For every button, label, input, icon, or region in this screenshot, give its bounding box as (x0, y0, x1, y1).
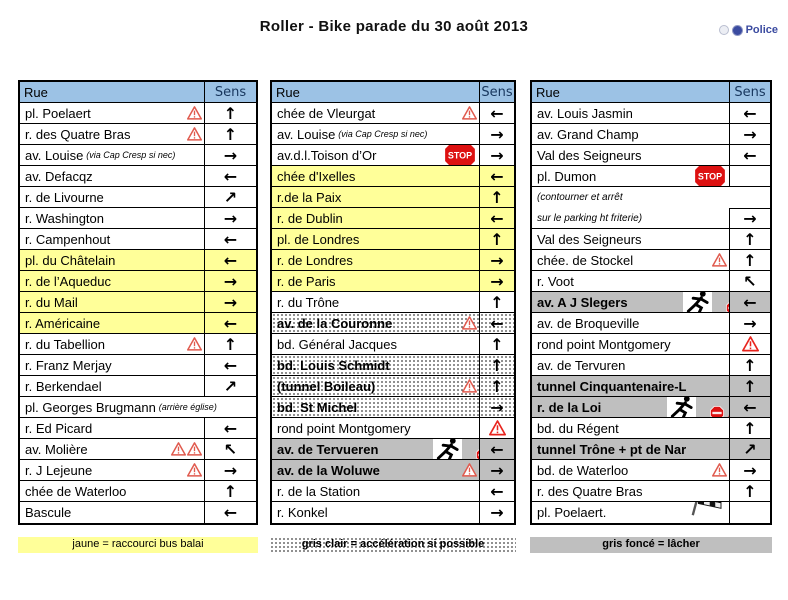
sens-cell (204, 376, 256, 396)
table-row (20, 334, 256, 355)
table-row (272, 229, 514, 250)
table-row (532, 502, 770, 523)
table-row (272, 418, 514, 439)
street-name: sur le parking ht friterie) (537, 212, 643, 224)
street-name: bd. St Michel (277, 399, 358, 415)
sens-cell (479, 250, 514, 270)
table-row (272, 376, 514, 397)
table-row (532, 229, 770, 250)
direction-arrow: ↑ (490, 187, 504, 207)
sens-cell (204, 250, 256, 270)
street-name: chée de Vleurgat (277, 105, 376, 121)
sens-cell (729, 187, 770, 208)
table-row (20, 229, 256, 250)
sens-cell (204, 334, 256, 354)
direction-arrow: → (490, 397, 504, 417)
direction-arrow: ↑ (490, 376, 504, 396)
warning-icon (171, 442, 186, 456)
warning-icon (727, 406, 729, 417)
warning-icon (462, 106, 477, 120)
sens-cell (479, 292, 514, 312)
table-row (20, 481, 256, 502)
street-name: pl. Dumon (537, 168, 597, 184)
sens-cell (204, 439, 256, 459)
table-row (272, 271, 514, 292)
route-table-1 (18, 80, 258, 525)
sens-cell (204, 460, 256, 480)
direction-arrow: ↑ (743, 376, 757, 396)
route-table-2 (270, 80, 516, 525)
street-name: tunnel Trône + pt de Nar (537, 441, 687, 457)
table-row (20, 166, 256, 187)
street-name: r. du Mail (25, 294, 78, 310)
direction-arrow: → (743, 460, 757, 480)
sens-cell (479, 229, 514, 249)
table-row (272, 502, 514, 523)
street-name: av. Louise (277, 126, 336, 142)
street-name: (tunnel Boileau) (277, 378, 376, 394)
svg-text:STOP: STOP (697, 171, 723, 182)
legend-gray-dark: gris foncé = lâcher (530, 537, 772, 553)
direction-arrow: ← (223, 503, 238, 522)
legend-gray-light: gris clair = accélération si possible (270, 537, 516, 553)
direction-arrow: ↗ (223, 187, 238, 207)
sens-cell (204, 208, 256, 228)
column-header-sens: Sens (204, 82, 256, 102)
direction-arrow: → (490, 250, 504, 270)
street-name: r. Washington (25, 210, 105, 226)
table-row (20, 292, 256, 313)
street-name: r. du Tabellion (25, 336, 105, 352)
street-name: pl. de Londres (277, 231, 360, 247)
table-row (532, 355, 770, 376)
street-name: r. de Dublin (277, 210, 343, 226)
sens-cell (479, 481, 514, 501)
street-name: r. J Lejeune (25, 462, 93, 478)
sens-cell (479, 355, 514, 375)
badge-icon (719, 25, 729, 35)
street-note: (via Cap Cresp si nec) (338, 129, 428, 139)
sens-cell (204, 418, 256, 438)
table-row (272, 397, 514, 418)
sens-cell (729, 166, 770, 186)
table-header (272, 82, 514, 103)
table-header (20, 82, 256, 103)
table-row (532, 292, 770, 313)
sens-cell (729, 397, 770, 417)
sens-cell (729, 208, 770, 228)
sens-cell (204, 313, 256, 333)
direction-arrow: → (490, 271, 504, 291)
table-row (272, 250, 514, 271)
street-name: r. de l’Aqueduc (25, 273, 112, 289)
column-header-rue: Rue (276, 84, 300, 100)
sens-cell (479, 166, 514, 186)
street-name: av. de Broqueville (537, 315, 640, 331)
street-name: bd. Général Jacques (277, 336, 397, 352)
stop-sign-icon (443, 145, 477, 165)
table-row (20, 271, 256, 292)
sens-cell (729, 124, 770, 144)
sens-cell (204, 355, 256, 375)
direction-arrow: ↑ (490, 355, 504, 375)
street-name: av. Louis Jasmin (537, 105, 633, 121)
mini-stop-icon (710, 406, 724, 417)
street-name: r. Ed Picard (25, 420, 93, 436)
street-name: av. de Tervuren (537, 357, 626, 373)
table-row (272, 292, 514, 313)
direction-arrow: → (743, 313, 757, 333)
sens-cell (479, 418, 514, 438)
street-name: Val des Seigneurs (537, 147, 642, 163)
street-name: r. de la Station (277, 483, 361, 499)
sens-cell (729, 376, 770, 396)
table-row (272, 145, 514, 166)
direction-arrow: → (223, 460, 238, 480)
table-row (532, 376, 770, 397)
table-row (532, 418, 770, 439)
direction-arrow: → (223, 292, 238, 312)
warning-icon (742, 336, 759, 352)
sens-cell (479, 271, 514, 291)
table-row (272, 481, 514, 502)
street-name: r. Voot (537, 273, 574, 289)
sens-cell (479, 208, 514, 228)
svg-text:STOP: STOP (447, 150, 473, 161)
direction-arrow: → (490, 145, 504, 165)
street-name: Bascule (25, 505, 72, 520)
sens-cell (479, 124, 514, 144)
warning-icon (462, 463, 477, 477)
column-header-rue: Rue (536, 84, 560, 100)
sens-cell (729, 271, 770, 291)
table-row (20, 208, 256, 229)
table-row (20, 355, 256, 376)
street-name: av. Defacqz (25, 168, 93, 184)
table-row (20, 460, 256, 481)
table-row (20, 502, 256, 523)
direction-arrow: ← (223, 418, 238, 438)
street-name: av. Grand Champ (537, 126, 639, 142)
street-name: r. de Londres (277, 252, 353, 268)
direction-arrow: ↖ (743, 271, 757, 291)
street-name: pl. du Châtelain (25, 252, 116, 268)
direction-arrow: → (490, 124, 504, 144)
table-row (532, 271, 770, 292)
sens-cell (204, 166, 256, 186)
direction-arrow: ← (490, 103, 504, 123)
table-row (20, 145, 256, 166)
street-name: r. Campenhout (25, 231, 111, 247)
direction-arrow: → (223, 145, 238, 165)
warning-icon (187, 442, 202, 456)
direction-arrow: ← (743, 103, 757, 123)
street-name: r. Franz Merjay (25, 357, 112, 373)
police-logo-label: Police (745, 24, 778, 36)
warning-icon (462, 316, 477, 330)
table-row (272, 334, 514, 355)
street-name: bd. du Régent (537, 420, 619, 436)
police-logo (719, 24, 778, 36)
table-row (272, 439, 514, 460)
street-note: (arrière église) (158, 402, 217, 412)
table-header (532, 82, 770, 103)
sens-cell (729, 481, 770, 501)
street-name: chée d'Ixelles (277, 168, 356, 184)
street-name: pl. Poelaert. (537, 505, 607, 520)
direction-arrow: ↑ (223, 481, 238, 501)
table-row (20, 376, 256, 397)
table-row (272, 460, 514, 481)
warning-icon (187, 127, 202, 141)
street-name: r. Konkel (277, 505, 328, 520)
warning-icon (462, 379, 477, 393)
street-name: (contourner et arrêt (537, 192, 623, 203)
table-row (20, 103, 256, 124)
street-name: r. de Paris (277, 273, 336, 289)
sens-cell (204, 187, 256, 207)
direction-arrow: ← (743, 145, 757, 165)
table-row (20, 250, 256, 271)
table-row (532, 124, 770, 145)
sens-cell (204, 124, 256, 144)
table-row (272, 313, 514, 334)
direction-arrow: ↑ (490, 229, 504, 249)
table-row (20, 439, 256, 460)
street-name: pl. Georges Brugmann (25, 399, 156, 415)
table-row (272, 166, 514, 187)
sens-cell (729, 103, 770, 123)
direction-arrow: ↑ (743, 481, 757, 501)
street-name: Val des Seigneurs (537, 231, 642, 247)
street-name: av. de Tervueren (277, 441, 379, 457)
street-name: tunnel Cinquantenaire-L (537, 378, 687, 394)
sens-cell (479, 439, 514, 459)
table-row (532, 481, 770, 502)
direction-arrow: → (223, 271, 238, 291)
street-name: rond point Montgomery (277, 420, 411, 436)
stop-sign-icon (693, 166, 727, 186)
table-row (532, 439, 770, 460)
direction-arrow: ↑ (223, 103, 238, 123)
street-name: av. A J Slegers (537, 294, 628, 310)
sens-cell (204, 103, 256, 123)
table-row (20, 124, 256, 145)
sens-cell (729, 292, 770, 312)
sens-cell (479, 460, 514, 480)
sens-cell (479, 145, 514, 165)
direction-arrow: ↑ (223, 124, 238, 144)
sens-cell (217, 397, 256, 417)
sens-cell (729, 460, 770, 480)
warning-icon (712, 253, 727, 267)
sens-cell (729, 418, 770, 438)
table-row (272, 208, 514, 229)
street-name: av. de la Woluwe (277, 462, 380, 478)
street-name: rond point Montgomery (537, 336, 671, 352)
sens-cell (479, 187, 514, 207)
direction-arrow: → (743, 209, 757, 228)
street-name: av. Louise (25, 147, 84, 163)
direction-arrow: ← (743, 292, 757, 312)
direction-arrow: ← (223, 166, 238, 186)
street-name: av. Molière (25, 441, 88, 457)
sens-cell (204, 292, 256, 312)
direction-arrow: ↑ (743, 229, 757, 249)
sens-cell (479, 103, 514, 123)
street-name: bd. de Waterloo (537, 462, 629, 478)
sens-cell (479, 313, 514, 333)
direction-arrow: ↑ (743, 418, 757, 438)
street-name: r.de la Paix (277, 189, 342, 205)
street-name: bd. Louis Schmidt (277, 357, 390, 373)
table-row (20, 418, 256, 439)
sens-cell (729, 355, 770, 375)
direction-arrow: ← (223, 313, 238, 333)
direction-arrow: ↑ (490, 292, 504, 312)
skater-icon (683, 292, 712, 312)
table-row (532, 250, 770, 271)
warning-icon (712, 463, 727, 477)
table-row (532, 334, 770, 355)
table-row (272, 124, 514, 145)
direction-arrow: ↗ (223, 376, 238, 396)
street-name: r. des Quatre Bras (537, 483, 643, 499)
direction-arrow: ← (490, 439, 504, 459)
column-header-rue: Rue (24, 84, 48, 100)
street-name: av. de la Couronne (277, 315, 393, 331)
direction-arrow: → (223, 208, 238, 228)
sens-cell (204, 481, 256, 501)
table-row (20, 397, 256, 418)
sens-cell (479, 502, 514, 523)
direction-arrow: ↗ (743, 439, 757, 459)
mini-stop-icon (726, 301, 729, 312)
street-name: r. du Trône (277, 294, 340, 310)
direction-arrow: ↑ (743, 355, 757, 375)
sens-cell (729, 313, 770, 333)
skater-icon (667, 397, 696, 417)
legend-yellow: jaune = raccourci bus balai (18, 537, 258, 553)
warning-icon (489, 420, 506, 436)
sens-cell (729, 145, 770, 165)
direction-arrow: → (490, 503, 504, 522)
police-emblem-icon (732, 25, 743, 36)
street-name: chée. de Stockel (537, 252, 634, 268)
sens-cell (479, 376, 514, 396)
sens-cell (729, 439, 770, 459)
table-row (532, 397, 770, 418)
direction-arrow: ← (223, 355, 238, 375)
direction-arrow: ← (490, 313, 504, 333)
street-name: r. des Quatre Bras (25, 126, 131, 142)
table-row (272, 187, 514, 208)
column-header-sens: Sens (479, 82, 514, 102)
table-row (272, 355, 514, 376)
direction-arrow: ← (490, 166, 504, 186)
direction-arrow: ← (490, 481, 504, 501)
sens-cell (479, 334, 514, 354)
warning-icon (187, 106, 202, 120)
direction-arrow: ↑ (743, 250, 757, 270)
route-table-3 (530, 80, 772, 525)
column-header-sens: Sens (729, 82, 770, 102)
table-row (272, 103, 514, 124)
direction-arrow: ← (490, 208, 504, 228)
sens-cell (479, 397, 514, 417)
street-name: r. Berkendael (25, 378, 102, 394)
sens-cell (729, 334, 770, 354)
table-row (20, 313, 256, 334)
street-name: av.d.l.Toison d’Or (277, 147, 377, 163)
table-row (532, 187, 770, 208)
sens-cell (204, 271, 256, 291)
page-title: Roller - Bike parade du 30 août 2013 (259, 18, 529, 35)
street-name: r. Américaine (25, 315, 101, 331)
street-name: r. de Livourne (25, 189, 104, 205)
table-row (532, 103, 770, 124)
street-name: r. de la Loi (537, 399, 602, 415)
warning-icon (187, 337, 202, 351)
street-note: (via Cap Cresp si nec) (86, 150, 176, 160)
sens-cell (204, 502, 256, 523)
table-row (20, 187, 256, 208)
direction-arrow: → (743, 124, 757, 144)
sens-cell (204, 229, 256, 249)
sens-cell (729, 250, 770, 270)
skater-icon (433, 439, 462, 459)
direction-arrow: ↑ (490, 334, 504, 354)
table-row (532, 208, 770, 229)
direction-arrow: ↑ (223, 334, 238, 354)
sens-cell (729, 229, 770, 249)
direction-arrow: ↖ (223, 439, 238, 459)
street-name: chée de Waterloo (25, 483, 127, 499)
table-row (532, 460, 770, 481)
direction-arrow: ← (223, 229, 238, 249)
direction-arrow: → (490, 460, 504, 480)
table-row (532, 313, 770, 334)
mini-stop-icon (476, 448, 479, 459)
warning-icon (187, 463, 202, 477)
direction-arrow: ← (743, 397, 757, 417)
sens-cell (729, 502, 770, 523)
direction-arrow: ← (223, 250, 238, 270)
sens-cell (204, 145, 256, 165)
street-name: pl. Poelaert (25, 105, 91, 121)
table-row (532, 166, 770, 187)
table-row (532, 145, 770, 166)
finish-flag-icon (685, 502, 725, 518)
